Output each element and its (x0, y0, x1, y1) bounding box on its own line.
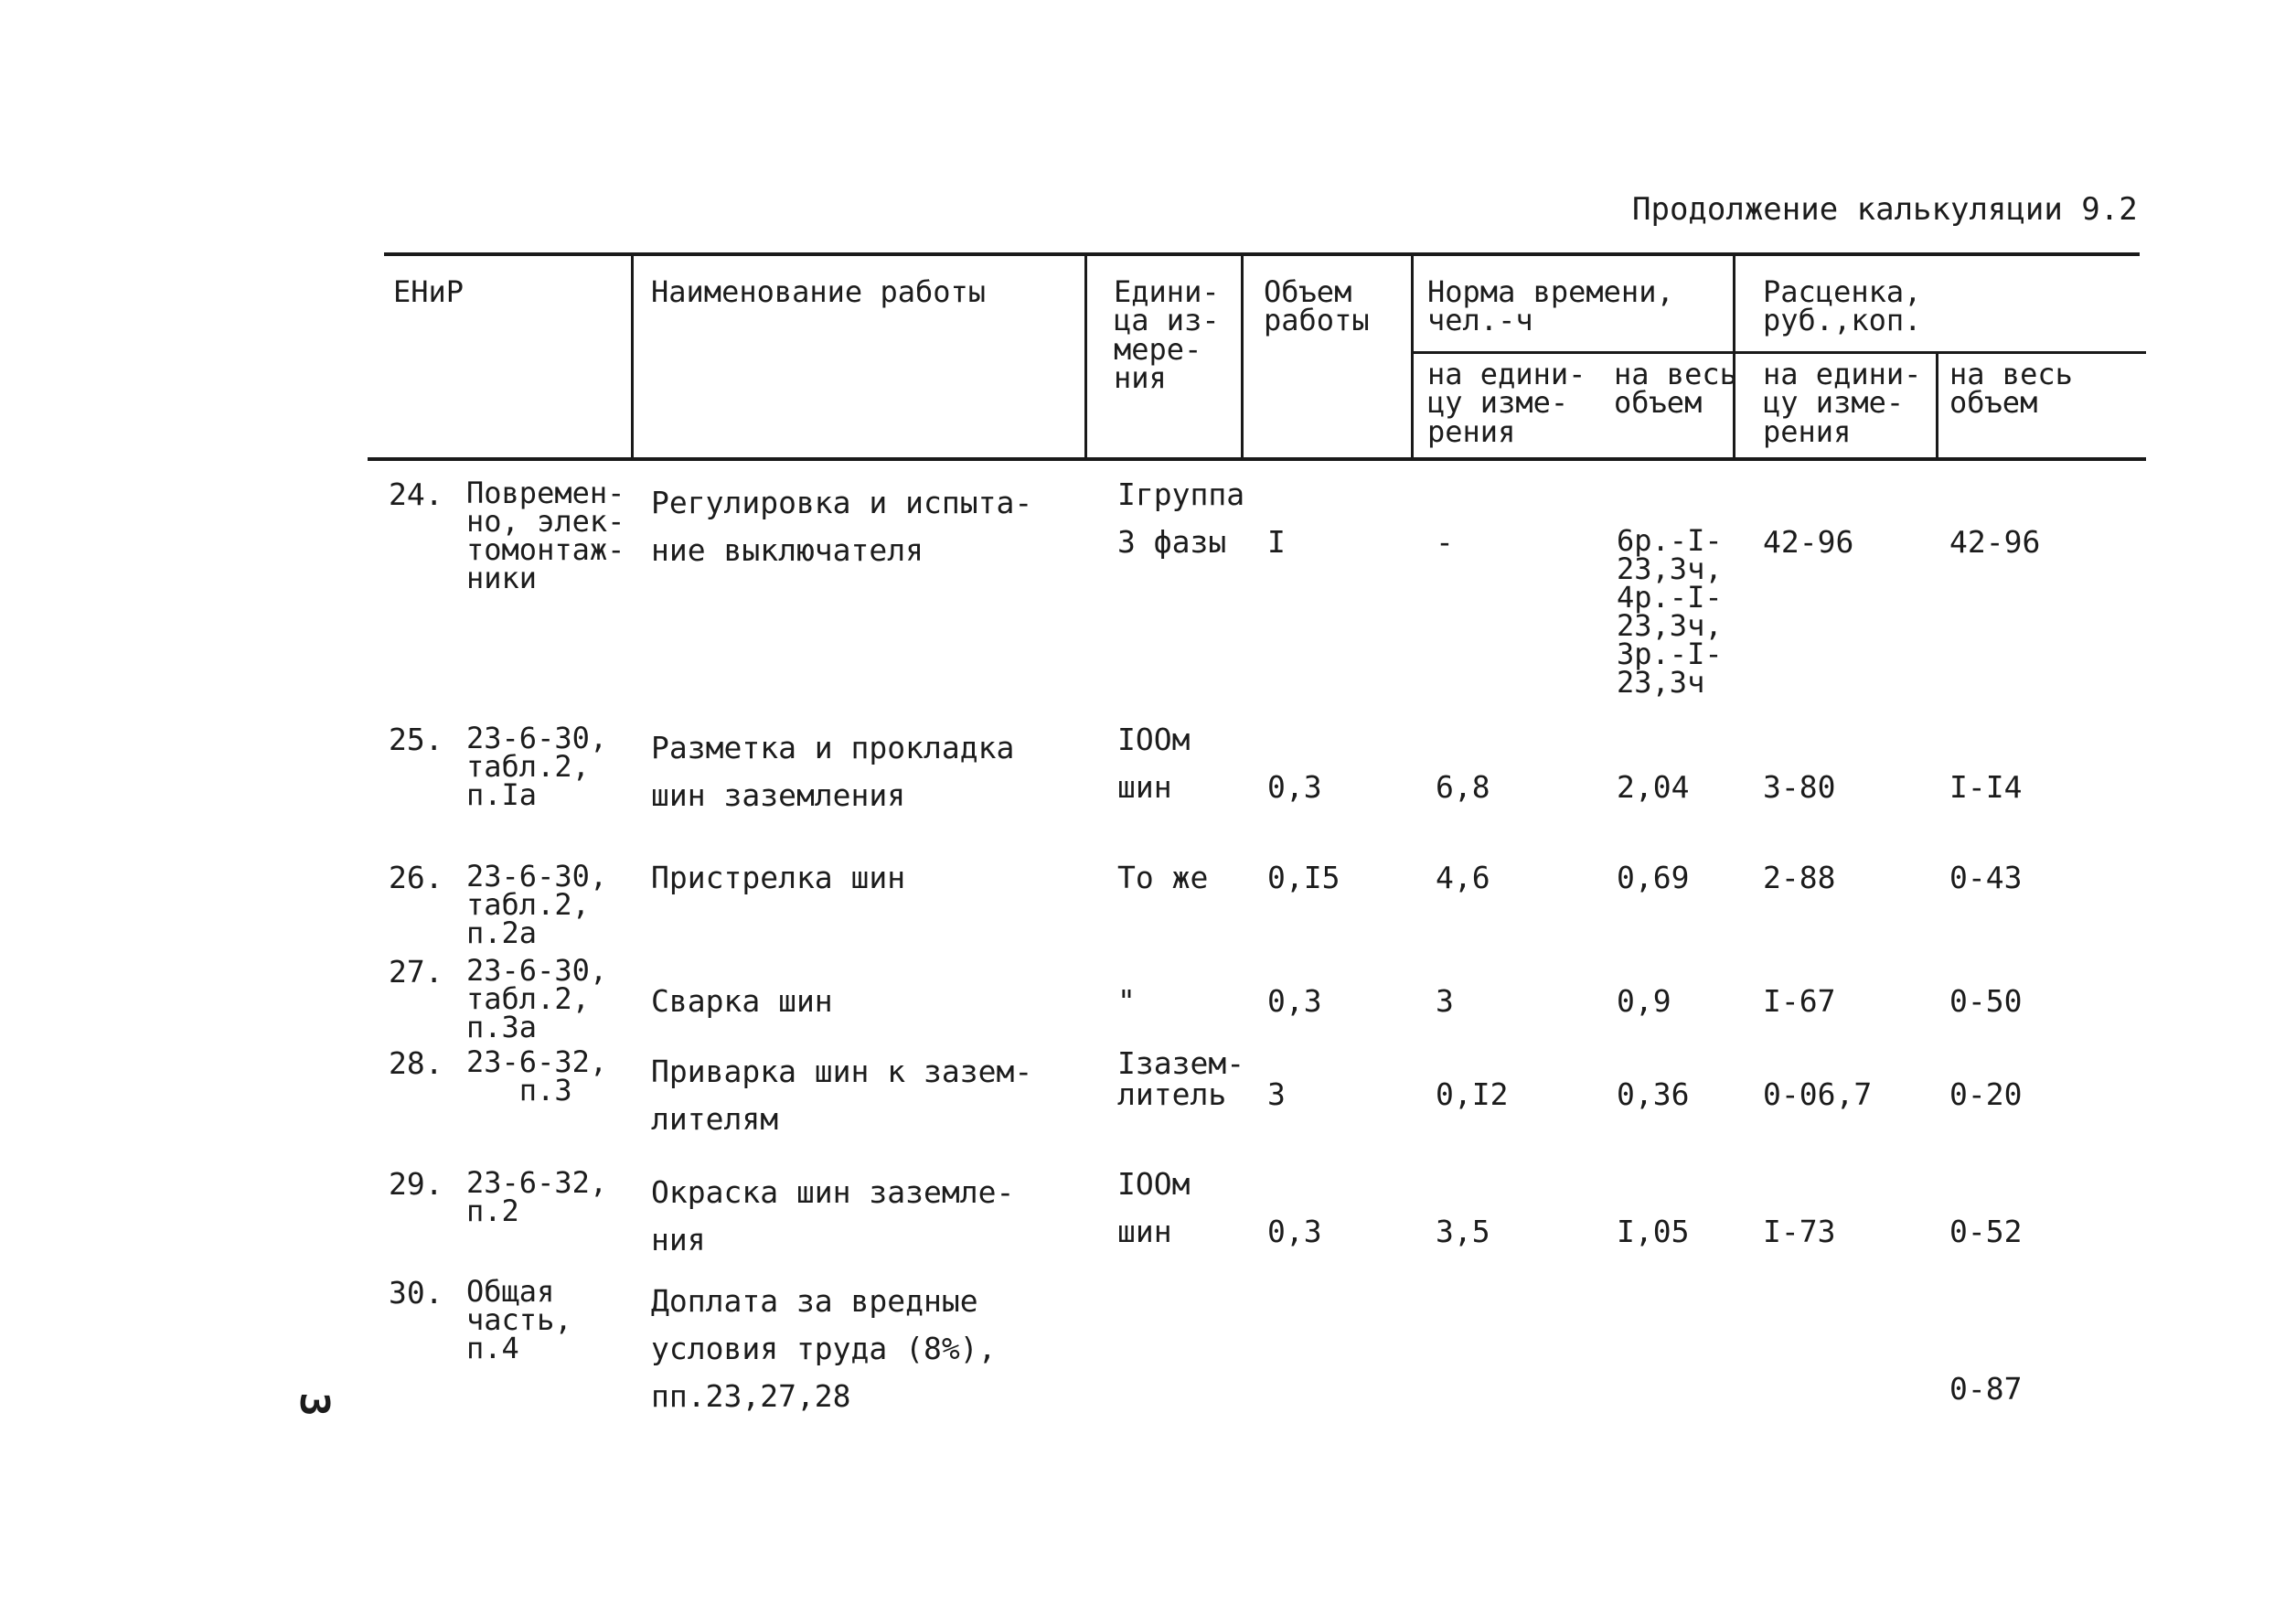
column-divider (1084, 255, 1087, 458)
row-enir-ref: Общая часть, п.4 (466, 1274, 572, 1366)
row-work-name: Окраска шин заземле- ния (651, 1174, 1015, 1257)
header-rate-per-unit: на едини- цу изме- рения (1763, 357, 1922, 449)
row-enir-ref: 23-6-30, табл.2, п.Iа (466, 721, 608, 813)
header-time-norm: Норма времени, чел.-ч (1427, 274, 1674, 338)
header-bottom-rule (368, 457, 2146, 461)
row-volume: 0,I5 (1267, 860, 1340, 895)
row-work-name: Приварка шин к зазем- лителям (651, 1054, 1033, 1137)
row-enir-ref: 23-6-32, п.3 (466, 1044, 608, 1108)
row-rate-per-unit: I-67 (1763, 983, 1836, 1019)
row-rate-per-unit: I-73 (1763, 1214, 1836, 1249)
header-unit: Едини- ца из- мере- ния (1114, 274, 1220, 396)
row-work-name: Сварка шин (651, 983, 833, 1019)
row-volume: I (1267, 524, 1286, 560)
row-norm-total: 0,36 (1617, 1076, 1690, 1112)
row-unit: " (1117, 983, 1136, 1019)
row-unit-detail: шин (1117, 769, 1172, 805)
table-caption: Продолжение калькуляции 9.2 (1632, 191, 2138, 228)
row-rate-total: 0-52 (1949, 1214, 2023, 1249)
row-norm-total: 0,9 (1617, 983, 1671, 1019)
header-rate: Расценка, руб.,коп. (1763, 274, 1922, 338)
row-norm-total: 0,69 (1617, 860, 1690, 895)
header-time-norm-per-unit: на едини- цу изме- рения (1427, 357, 1586, 449)
header-work-name: Наименование работы (651, 274, 987, 309)
column-divider (1241, 255, 1244, 458)
row-work-name: Доплата за вредные условия труда (8%), пп.23,27,28 (651, 1283, 997, 1414)
row-work-name: Регулировка и испыта- ние выключателя (651, 485, 1033, 568)
rate-subheader-rule (1735, 351, 2146, 354)
column-divider (631, 255, 634, 458)
row-number: 30. (389, 1275, 443, 1311)
column-divider (1936, 353, 1938, 458)
header-rate-total: на весь объем (1949, 357, 2073, 421)
row-rate-per-unit: 2-88 (1763, 860, 1836, 895)
row-norm-per-unit: 6,8 (1436, 769, 1490, 805)
row-unit: IOOм (1117, 1166, 1191, 1202)
row-rate-total: 0-20 (1949, 1076, 2023, 1112)
row-unit: Iзазем- (1117, 1045, 1245, 1081)
row-volume: 3 (1267, 1076, 1286, 1112)
row-enir-ref: 23-6-30, табл.2, п.2а (466, 859, 608, 951)
header-volume: Объем работы (1264, 274, 1370, 338)
row-rate-total: I-I4 (1949, 769, 2023, 805)
row-enir-ref: 23-6-32, п.2 (466, 1165, 608, 1229)
row-volume: 0,3 (1267, 769, 1322, 805)
row-unit-detail: литель (1117, 1076, 1227, 1112)
row-rate-total: 0-87 (1949, 1371, 2023, 1407)
row-rate-total: 0-50 (1949, 983, 2023, 1019)
row-rate-total: 0-43 (1949, 860, 2023, 895)
row-volume: 0,3 (1267, 983, 1322, 1019)
row-norm-per-unit: - (1436, 524, 1454, 560)
row-enir-ref: 23-6-30, табл.2, п.3а (466, 953, 608, 1045)
row-number: 24. (389, 476, 443, 512)
row-work-name: Разметка и прокладка шин заземления (651, 730, 1015, 813)
row-number: 29. (389, 1166, 443, 1202)
row-unit: То же (1117, 860, 1209, 895)
table-top-rule (384, 252, 2140, 256)
row-volume: 0,3 (1267, 1214, 1322, 1249)
row-norm-total: I,05 (1617, 1214, 1690, 1249)
row-rate-total: 42-96 (1949, 524, 2041, 560)
page-number-mark: 3 (290, 1392, 337, 1417)
row-number: 28. (389, 1045, 443, 1081)
row-number: 26. (389, 860, 443, 895)
row-norm-total: 6р.-I- 23,3ч, 4р.-I- 23,3ч, 3р.-I- 23,3ч (1617, 523, 1723, 701)
row-norm-per-unit: 0,I2 (1436, 1076, 1509, 1112)
row-norm-per-unit: 3,5 (1436, 1214, 1490, 1249)
row-rate-per-unit: 3-80 (1763, 769, 1836, 805)
row-norm-per-unit: 4,6 (1436, 860, 1490, 895)
row-enir-ref: Повремен- но, элек- томонтаж- ники (466, 476, 625, 596)
row-unit: Iгруппа (1117, 476, 1245, 512)
norm-subheader-rule (1413, 351, 1737, 354)
column-divider (1411, 255, 1414, 458)
row-unit: IOOм (1117, 722, 1191, 757)
header-enir: ЕНиР (393, 274, 465, 309)
row-rate-per-unit: 42-96 (1763, 524, 1854, 560)
row-norm-total: 2,04 (1617, 769, 1690, 805)
row-unit-detail: шин (1117, 1214, 1172, 1249)
row-number: 25. (389, 722, 443, 757)
header-time-norm-total: на весь объем (1614, 357, 1737, 421)
row-unit-detail: 3 фазы (1117, 524, 1227, 560)
row-rate-per-unit: 0-06,7 (1763, 1076, 1873, 1112)
row-number: 27. (389, 954, 443, 990)
row-norm-per-unit: 3 (1436, 983, 1454, 1019)
row-work-name: Пристрелка шин (651, 860, 906, 895)
